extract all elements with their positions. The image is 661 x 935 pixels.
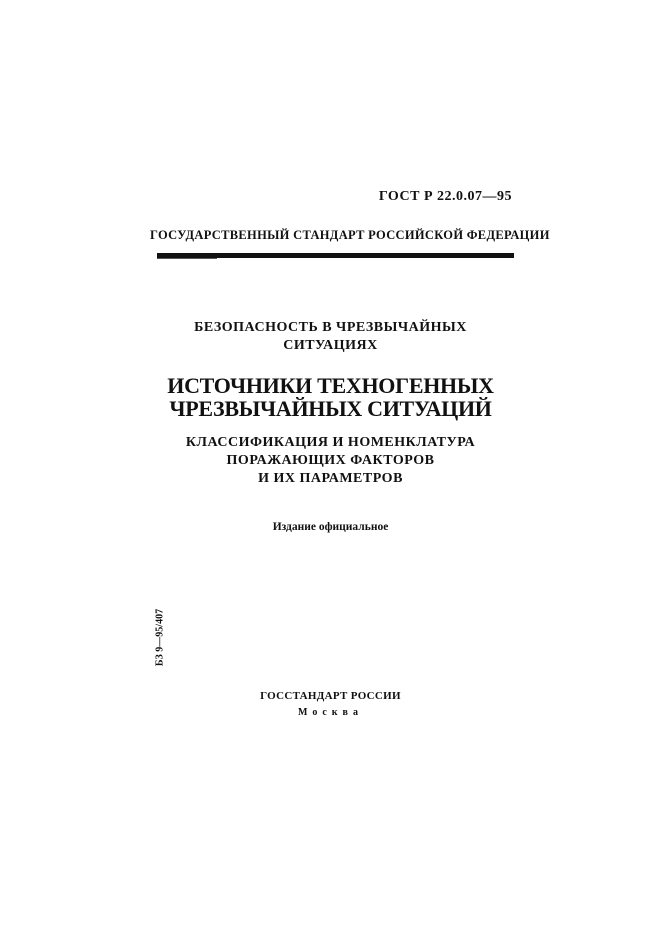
main-title: [0, 374, 661, 420]
standard-header: ГОСУДАРСТВЕННЫЙ СТАНДАРТ РОССИЙСКОЙ ФЕДЕРАЦИИ: [150, 228, 550, 242]
subtitle-line: КЛАССИФИКАЦИЯ И НОМЕНКЛАТУРА: [185, 435, 476, 450]
main-title-line: ЧРЕЗВЫЧАЙНЫХ СИТУАЦИЙ: [169, 396, 492, 421]
series-title-line: БЕЗОПАСНОСТЬ В ЧРЕЗВЫЧАЙНЫХ: [194, 320, 467, 335]
series-title-line: СИТУАЦИЯХ: [283, 338, 378, 353]
header-rule-thin: [157, 258, 217, 259]
publisher: ГОССТАНДАРТ РОССИИ: [260, 690, 401, 702]
subtitle-line: И ИХ ПАРАМЕТРОВ: [258, 471, 403, 486]
series-title: [0, 319, 661, 355]
subtitle-line: ПОРАЖАЮЩИХ ФАКТОРОВ: [226, 453, 435, 468]
main-title-line: ИСТОЧНИКИ ТЕХНОГЕННЫХ: [167, 373, 494, 398]
edition-label: Издание официальное: [272, 521, 389, 533]
side-code: БЗ 9—95/407: [154, 608, 166, 667]
city: Москва: [298, 707, 363, 718]
subtitle: [0, 434, 661, 488]
document-number: ГОСТ Р 22.0.07—95: [378, 189, 512, 204]
